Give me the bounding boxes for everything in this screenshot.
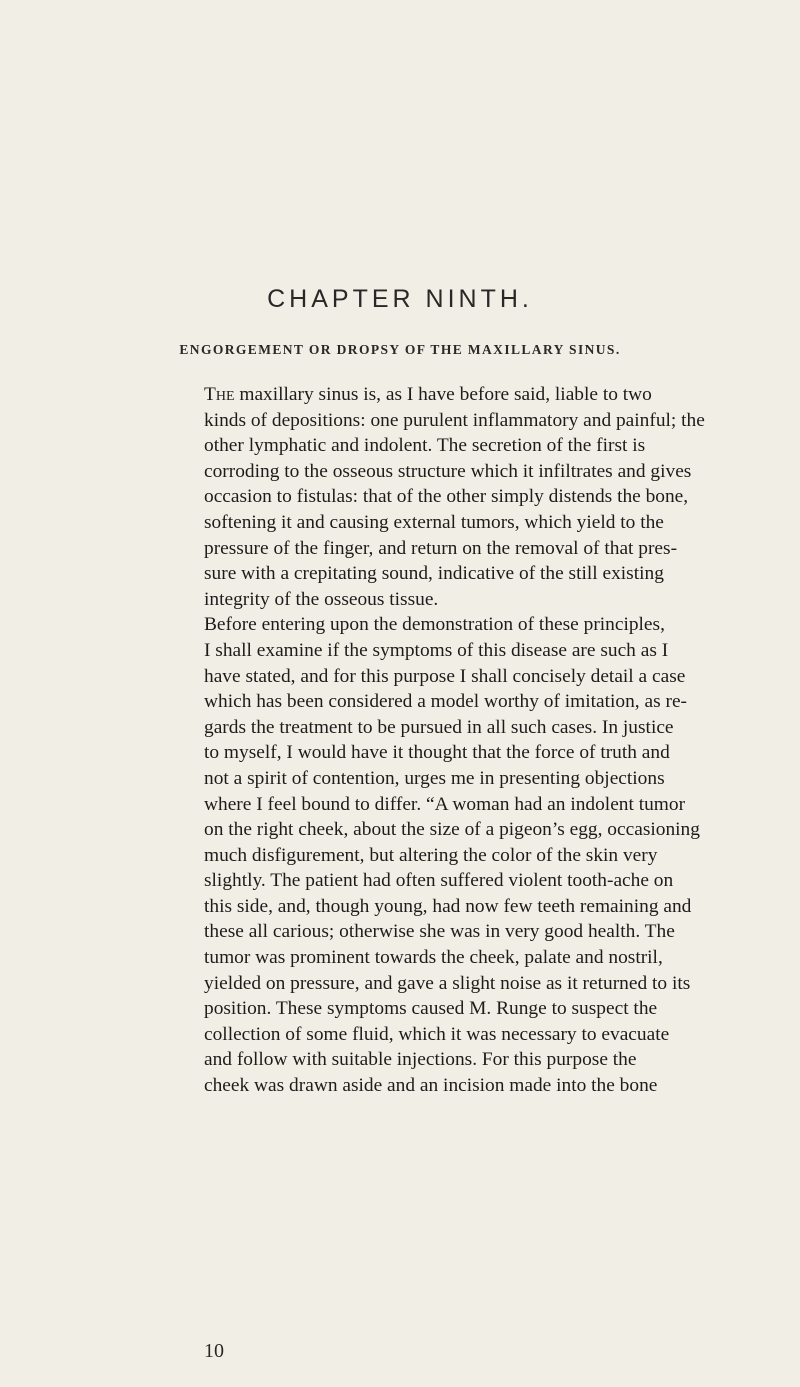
text-line: corroding to the osseous structure which it infiltrates and gives xyxy=(204,460,692,482)
opening-word: The xyxy=(204,384,235,405)
text-line: gards the treatment to be pursued in all such cases. In justice xyxy=(204,716,674,738)
text-line: slightly. The patient had often suffered violent tooth-ache on xyxy=(204,870,674,892)
text-line: other lymphatic and indolent. The secretion of the first is xyxy=(204,435,646,457)
chapter-title: CHAPTER NINTH. xyxy=(267,285,533,313)
text-line-1-rest: maxillary sinus is, as I have before said, liable to two xyxy=(234,384,652,405)
text-line: much disfigurement, but altering the color of the skin very xyxy=(204,844,658,866)
text-line: this side, and, though young, had now few teeth remaining and xyxy=(204,895,692,917)
text-line: Before entering upon the demonstration of these principles, xyxy=(204,614,665,636)
text-line: yielded on pressure, and gave a slight noise as it returned to its xyxy=(204,972,691,994)
text-line: collection of some fluid, which it was necessary to evacuate xyxy=(204,1023,670,1045)
text-line: these all carious; otherwise she was in very good health. The xyxy=(204,921,675,943)
text-line: softening it and causing external tumors, which yield to the xyxy=(204,511,664,533)
text-line: integrity of the osseous tissue. xyxy=(204,588,439,610)
text-line: which has been considered a model worthy of imitation, as re- xyxy=(204,691,688,713)
text-line: have stated, and for this purpose I shall concisely detail a case xyxy=(204,665,686,687)
text-line: not a spirit of contention, urges me in presenting objections xyxy=(204,767,665,789)
text-line: pressure of the finger, and return on the removal of that pres- xyxy=(204,537,678,559)
chapter-subtitle: ENGORGEMENT OR DROPSY OF THE MAXILLARY SINUS. xyxy=(179,342,621,357)
text-line: sure with a crepitating sound, indicative of the still existing xyxy=(204,563,664,585)
page-number: 10 xyxy=(204,1340,224,1362)
text-line: cheek was drawn aside and an incision made into the bone xyxy=(204,1075,658,1097)
text-line: on the right cheek, about the size of a pigeon’s egg, occasioning xyxy=(204,819,700,841)
text-line: to myself, I would have it thought that the force of truth and xyxy=(204,742,670,764)
text-line: position. These symptoms caused M. Runge to suspect the xyxy=(204,998,658,1020)
text-line: and follow with suitable injections. For this purpose the xyxy=(204,1049,637,1071)
text-line: occasion to fistulas: that of the other simply distends the bone, xyxy=(204,486,689,508)
text-line: tumor was prominent towards the cheek, palate and nostril, xyxy=(204,947,663,969)
text-line: I shall examine if the symptoms of this disease are such as I xyxy=(204,639,669,661)
text-line-1 xyxy=(204,382,652,408)
body-text xyxy=(204,382,705,1099)
text-line: kinds of depositions: one purulent inflammatory and painful; the xyxy=(204,409,705,431)
text-line: where I feel bound to differ. “A woman had an indolent tumor xyxy=(204,793,686,815)
